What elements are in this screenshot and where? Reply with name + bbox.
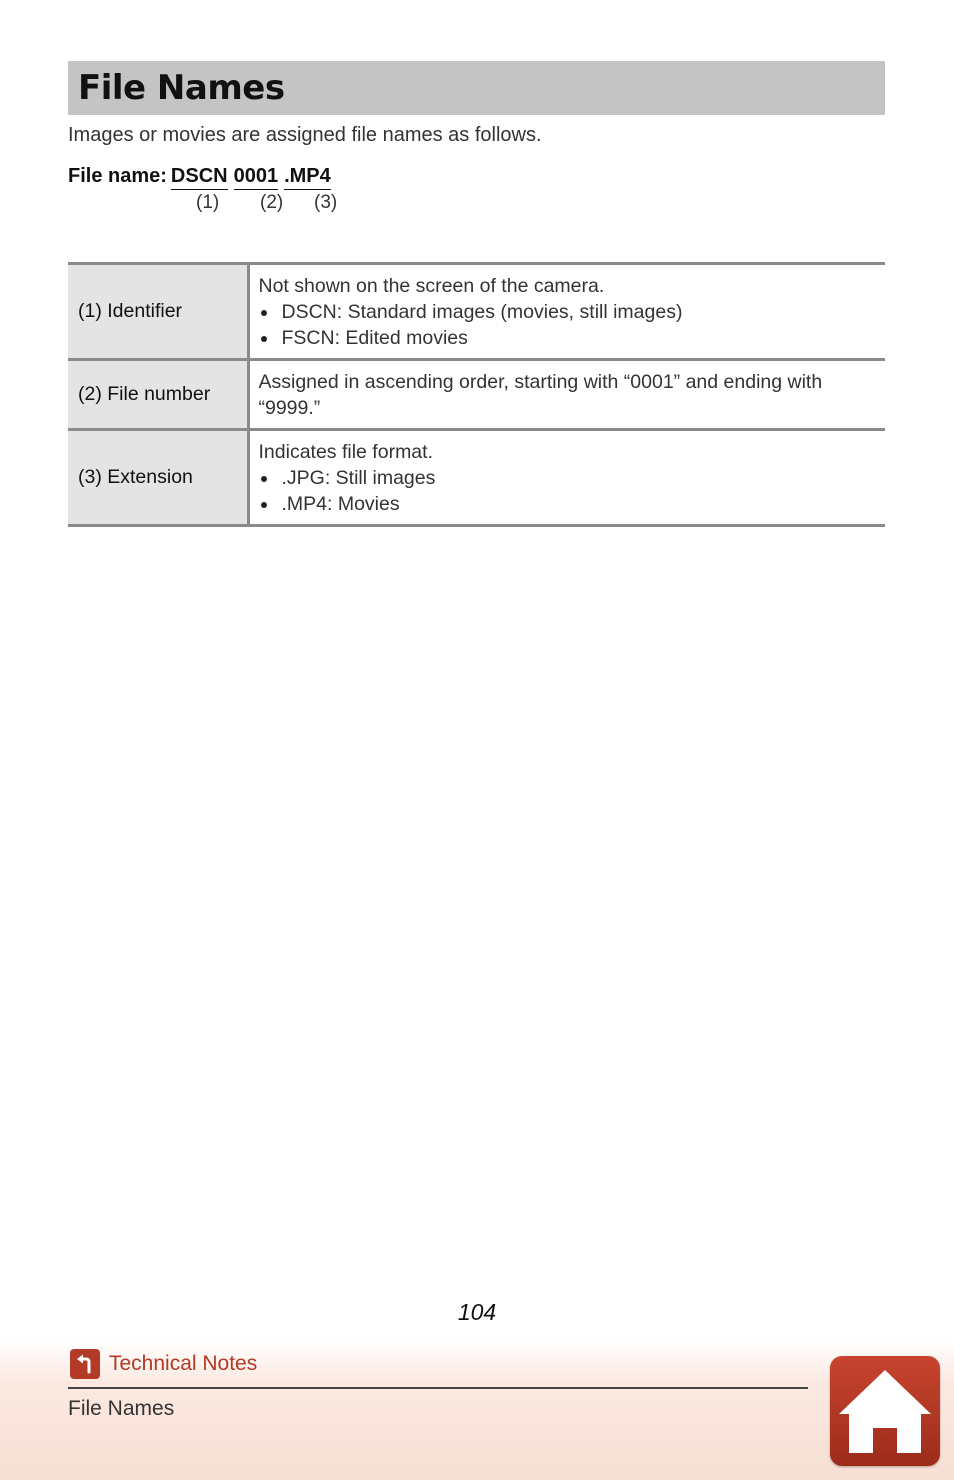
row-label: (1) Identifier [68, 264, 248, 360]
list-item: .JPG: Still images [259, 465, 876, 491]
list-item: .MP4: Movies [259, 491, 876, 517]
file-name-callout-1: (1) [196, 192, 220, 213]
file-name-part-number: 0001 [234, 164, 279, 190]
list-item: FSCN: Edited movies [259, 325, 876, 351]
description-line: Indicates file format. [258, 441, 433, 463]
home-icon [830, 1356, 940, 1466]
return-arrow-icon [70, 1349, 100, 1379]
file-name-example [68, 164, 331, 190]
table-row [68, 264, 885, 360]
technical-notes-link-label: Technical Notes [109, 1352, 258, 1375]
table-row [68, 360, 885, 430]
row-label: (2) File number [68, 360, 248, 430]
description-line: Not shown on the screen of the camera. [258, 275, 605, 297]
page-title: File Names [78, 68, 285, 108]
intro-text: Images or movies are assigned file names as follows. [68, 124, 542, 146]
file-name-table [68, 262, 885, 527]
bullet-list [259, 465, 876, 517]
row-description [248, 360, 885, 430]
description-line: Assigned in ascending order, starting with “0001” and ending with “9999.” [258, 371, 823, 419]
row-description [248, 430, 885, 526]
page-number: 104 [457, 1299, 497, 1325]
footer-divider [68, 1387, 808, 1389]
file-name-callout-2: (2) [260, 192, 284, 213]
title-bar [68, 61, 885, 115]
file-name-label: File name: [68, 165, 167, 187]
row-description [248, 264, 885, 360]
bullet-list [259, 299, 876, 351]
list-item: DSCN: Standard images (movies, still images) [259, 299, 876, 325]
row-label: (3) Extension [68, 430, 248, 526]
table-row [68, 430, 885, 526]
breadcrumb: File Names [68, 1397, 175, 1420]
file-name-part-extension: .MP4 [284, 164, 331, 190]
technical-notes-link[interactable] [70, 1348, 257, 1380]
file-name-callout-3: (3) [314, 192, 338, 213]
file-name-part-identifier: DSCN [171, 164, 228, 190]
home-button[interactable] [830, 1356, 940, 1466]
